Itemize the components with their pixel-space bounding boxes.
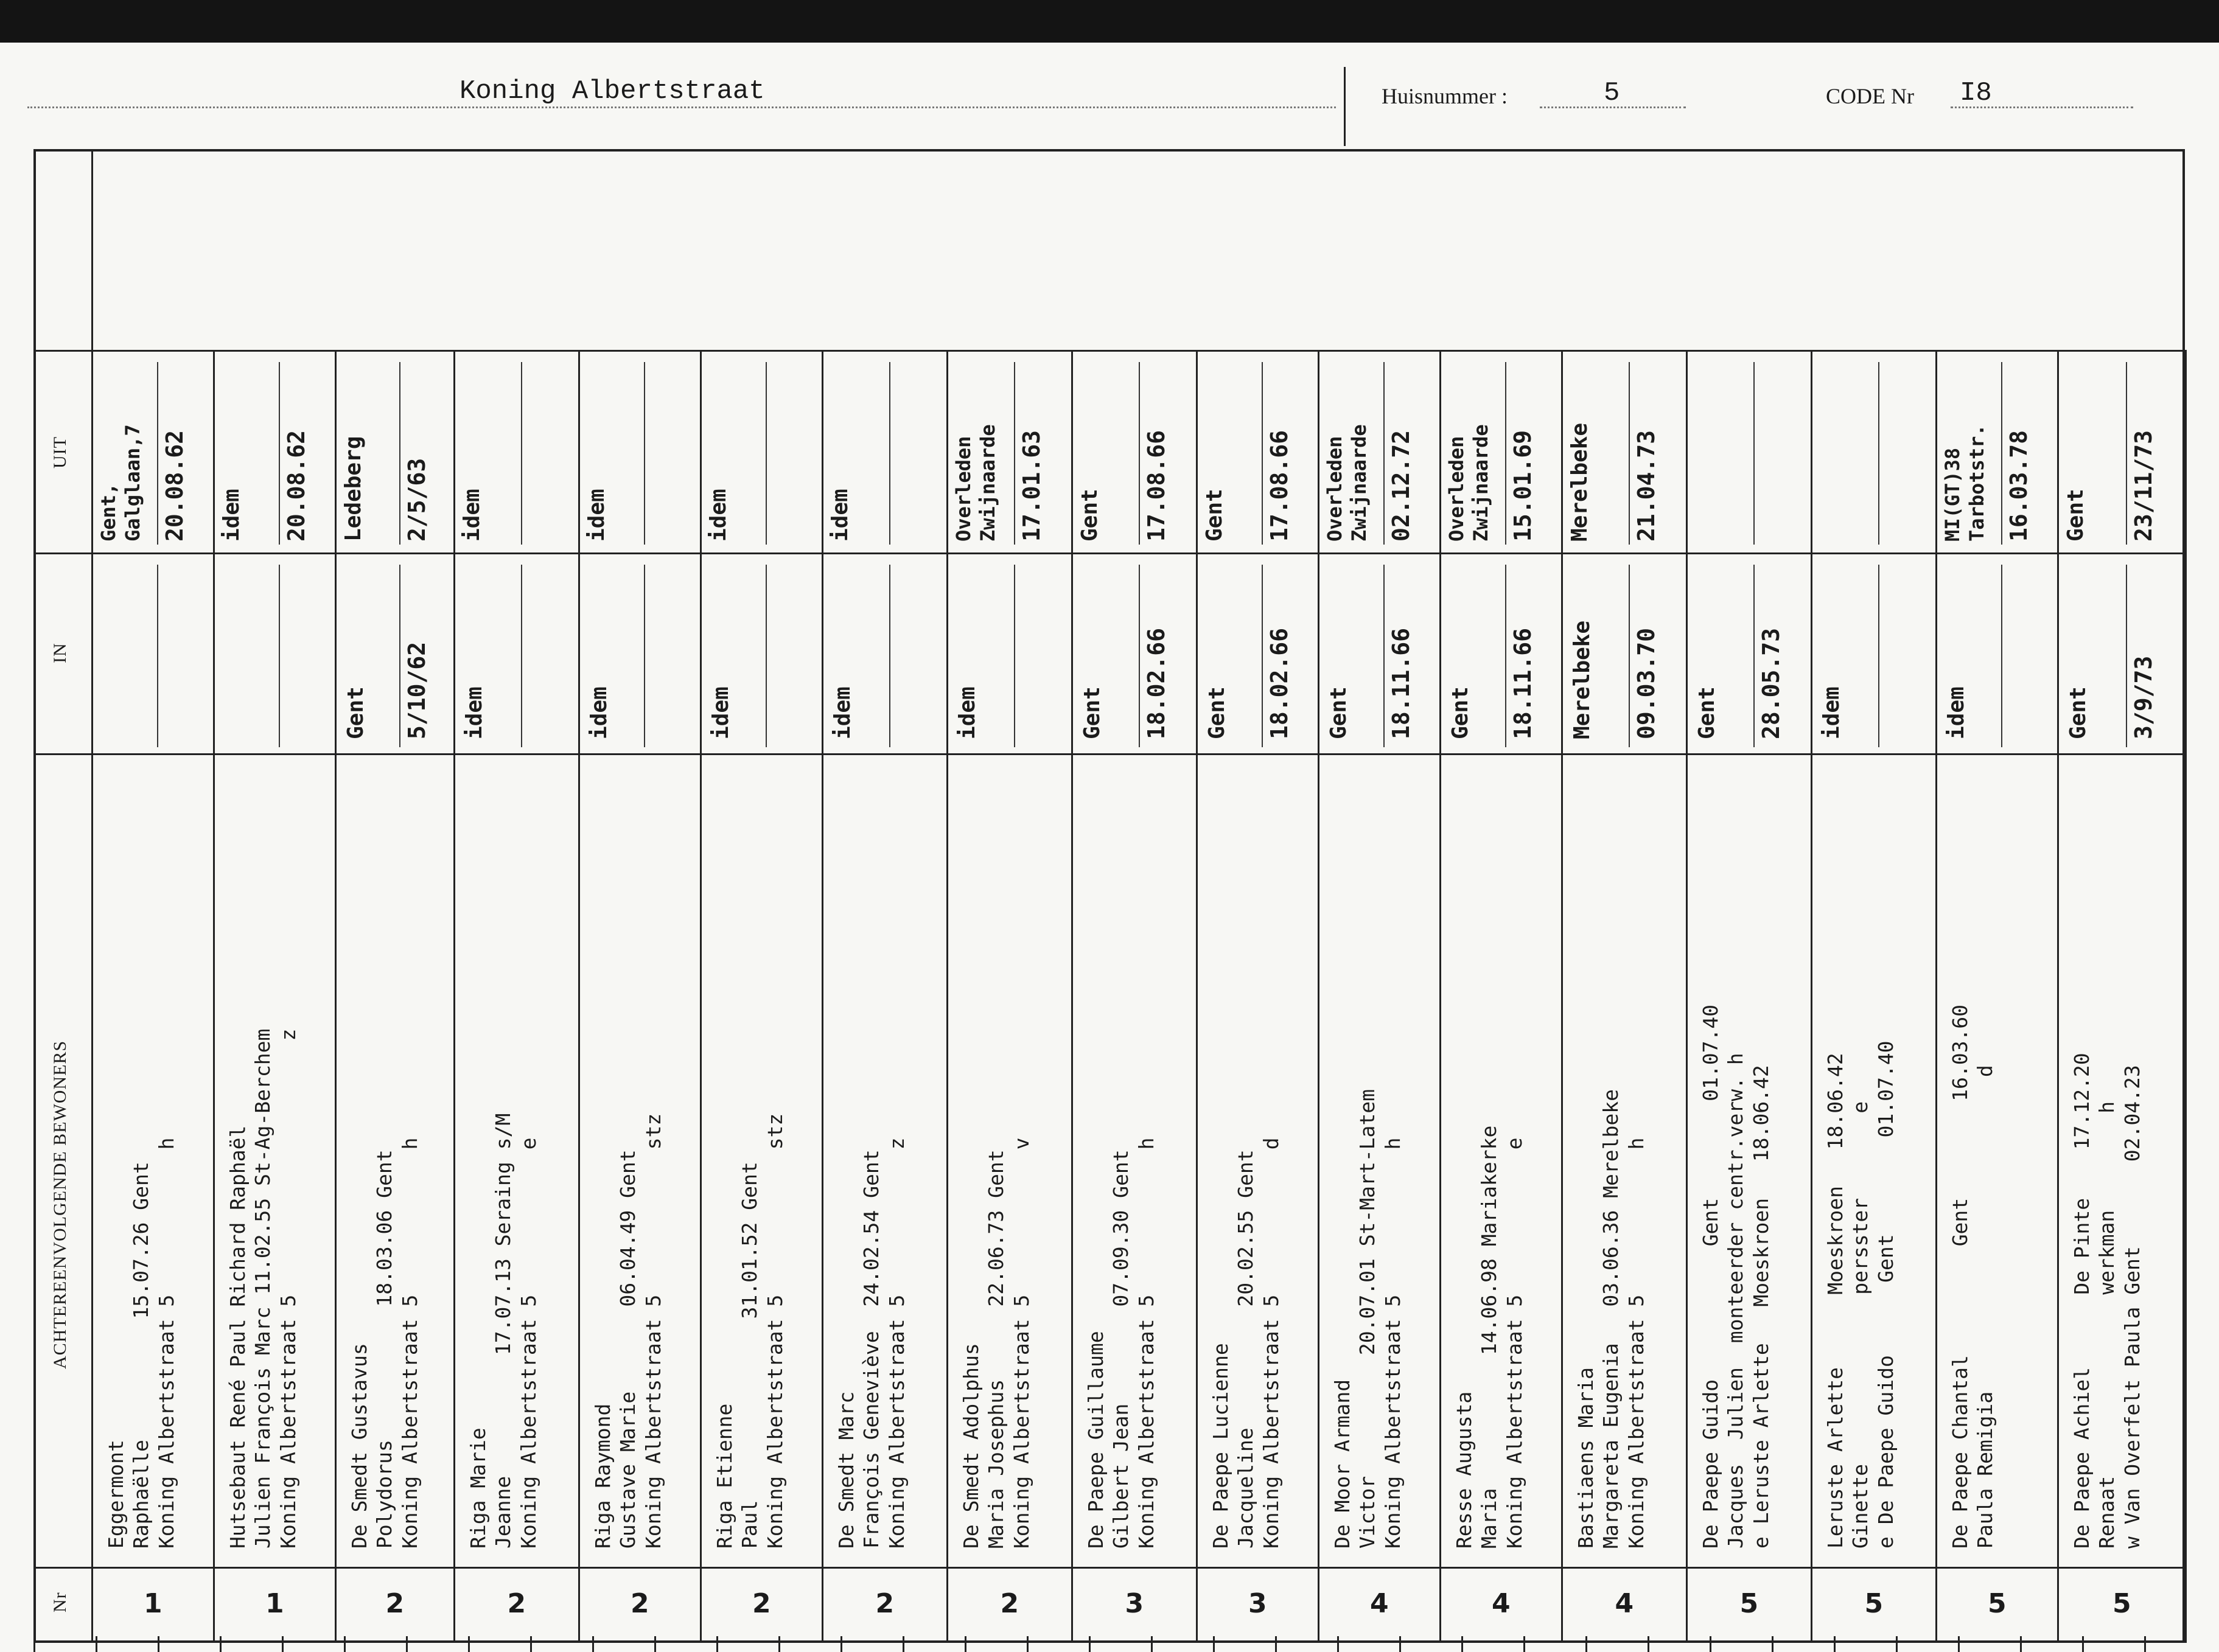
column-label-in: IN	[50, 643, 70, 663]
bottom-tick	[1275, 1636, 1277, 1652]
resident-entry: De Smedt Marc François Geneviève 24.02.54 Gent Koning Albertstraat 5 z	[834, 1137, 909, 1549]
in-subdivider	[279, 565, 280, 747]
bottom-tick	[1648, 1636, 1649, 1652]
row-number: 2	[1000, 1588, 1019, 1619]
in-place: idem	[462, 686, 487, 739]
column-label-nr: Nr	[50, 1592, 70, 1612]
row-number: 5	[1864, 1588, 1884, 1619]
uit-subdivider	[1014, 362, 1015, 545]
row-separator	[2057, 350, 2059, 1643]
bottom-tick	[1958, 1636, 1960, 1652]
in-place: Gent	[1204, 686, 1229, 739]
bottom-tick	[33, 1636, 35, 1652]
resident-entry: Eggermont Raphaëlle 15.07.26 Gent Koning Albertstraat 5 h	[104, 1137, 178, 1549]
uit-date: 20.08.62	[283, 430, 310, 542]
in-place: idem	[830, 686, 855, 739]
uit-subdivider	[399, 362, 400, 545]
resident-entry: Riga Raymond Gustave Marie 06.04.49 Gent Koning Albertstraat 5 stz	[591, 1113, 665, 1549]
bottom-tick	[1523, 1636, 1525, 1652]
bottom-tick	[592, 1636, 594, 1652]
bottom-tick	[220, 1636, 222, 1652]
row-number: 2	[875, 1588, 895, 1619]
bottom-tick	[1151, 1636, 1153, 1652]
street-dotline	[27, 106, 1336, 108]
bottom-tick	[654, 1636, 656, 1652]
row-number: 2	[631, 1588, 649, 1619]
huisnummer-value: 5	[1604, 78, 1620, 108]
uit-date: 20.08.62	[161, 430, 188, 542]
uit-subdivider	[2001, 362, 2002, 545]
bottom-tick	[1089, 1636, 1091, 1652]
in-subdivider	[1878, 565, 1879, 747]
bottom-tick	[1710, 1636, 1711, 1652]
in-subdivider	[2001, 565, 2002, 747]
in-place: idem	[587, 686, 612, 739]
row-separator	[1686, 350, 1688, 1643]
resident-entry: De Paepe Achiel De Pinte 17.12.20 Renaat werkman h w Van Overfelt Paula Gent 02.04.23	[2070, 1053, 2144, 1549]
bottom-tick	[1213, 1636, 1215, 1652]
resident-entry: Riga Etienne Paul 31.01.52 Gent Koning Albertstraat 5 stz	[713, 1113, 787, 1549]
in-place: Merelbeke	[1570, 620, 1595, 739]
resident-entry: De Smedt Gustavus Polydorus 18.03.06 Gent Koning Albertstraat 5 h	[348, 1137, 422, 1549]
in-subdivider	[889, 565, 890, 747]
row-separator	[822, 350, 823, 1643]
in-place: idem	[955, 686, 980, 739]
resident-entry: Hutsebaut René Paul Richard Raphaël Julien François Marc 11.02.55 St-Ag-Berchem Koning Albertstraat 5 z	[226, 1028, 300, 1549]
row-separator	[1561, 350, 1563, 1643]
in-subdivider	[644, 565, 645, 747]
in-place: idem	[1819, 686, 1844, 739]
uit-date: 2/5/63	[403, 458, 430, 542]
row-separator	[335, 350, 337, 1643]
header-divider	[1344, 67, 1346, 146]
resident-entry: De Moor Armand Victor 20.07.01 St-Mart-Latem Koning Albertstraat 5 h	[1330, 1089, 1405, 1549]
in-subdivider	[157, 565, 158, 747]
row-number: 4	[1492, 1588, 1511, 1619]
row-separator	[946, 350, 948, 1643]
uit-date: 17.08.66	[1142, 430, 1170, 542]
row-number: 4	[1370, 1588, 1389, 1619]
in-subdivider	[1383, 565, 1385, 747]
resident-entry: De Smedt Adolphus Maria Josephus 22.06.73 Gent Koning Albertstraat 5 v	[959, 1137, 1033, 1549]
uit-date: 21.04.73	[1632, 430, 1660, 542]
in-subdivider	[1505, 565, 1506, 747]
in-date: 18.02.66	[1266, 627, 1293, 739]
in-place: Gent	[1694, 686, 1719, 739]
resident-entry: Bastiaens Maria Margareta Eugenia 03.06.36 Merelbeke Koning Albertstraat 5 h	[1574, 1089, 1648, 1549]
bottom-tick	[1772, 1636, 1773, 1652]
row-separator	[2185, 350, 2187, 1643]
in-place: Gent	[2066, 686, 2091, 739]
bottom-tick	[468, 1636, 470, 1652]
in-subdivider	[766, 565, 767, 747]
in-place: idem	[1944, 686, 1969, 739]
bottom-tick	[778, 1636, 780, 1652]
uit-place: Gent	[1077, 489, 1102, 542]
bottom-tick	[1585, 1636, 1587, 1652]
uit-place: idem	[219, 489, 244, 542]
bottom-tick	[282, 1636, 284, 1652]
row-separator	[1439, 350, 1441, 1643]
in-subdivider	[521, 565, 522, 747]
in-place: Gent	[1326, 686, 1351, 739]
resident-entry: De Paepe Guido Gent 01.07.40 Jacques Julien monteerder centr.verw. h e Leruste Arlette Moeskroen 18.06.42	[1699, 1004, 1773, 1549]
bottom-tick	[158, 1636, 159, 1652]
row-number: 3	[1125, 1588, 1144, 1619]
top-scan-border	[0, 0, 2219, 43]
bottom-tick	[2144, 1636, 2146, 1652]
uit-date: 15.01.69	[1509, 430, 1536, 542]
code-value: I8	[1960, 78, 1992, 108]
row-number: 2	[385, 1588, 405, 1619]
row-separator	[1196, 350, 1198, 1643]
huisnummer-label: Huisnummer :	[1382, 84, 1508, 108]
in-subdivider	[1014, 565, 1015, 747]
row-separator	[1935, 350, 1937, 1643]
bottom-tick	[1461, 1636, 1463, 1652]
column-separator	[33, 350, 2185, 352]
resident-entry: Riga Marie Jeanne 17.07.13 Seraing s/M Koning Albertstraat 5 e	[466, 1113, 540, 1549]
uit-subdivider	[1505, 362, 1506, 545]
bottom-tick	[965, 1636, 966, 1652]
uit-date: 23/11/73	[2130, 430, 2157, 542]
uit-place: Ledeberg	[341, 436, 366, 542]
in-subdivider	[1139, 565, 1140, 747]
uit-place: idem	[584, 489, 609, 542]
uit-subdivider	[279, 362, 280, 545]
row-number: 2	[752, 1588, 771, 1619]
uit-subdivider	[1629, 362, 1630, 545]
bottom-tick	[1027, 1636, 1029, 1652]
bottom-tick	[96, 1636, 97, 1652]
uit-place: MI(GT)38 Tarbotstr.	[1941, 424, 1988, 542]
in-place: idem	[708, 686, 733, 739]
in-date: 5/10/62	[403, 641, 430, 739]
bottom-tick	[2082, 1636, 2084, 1652]
uit-place: Gent	[2063, 489, 2088, 542]
in-subdivider	[1262, 565, 1263, 747]
in-place: Gent	[1448, 686, 1473, 739]
bottom-tick	[344, 1636, 346, 1652]
uit-subdivider	[521, 362, 522, 545]
uit-subdivider	[644, 362, 645, 545]
uit-place: idem	[828, 489, 853, 542]
bottom-tick	[1896, 1636, 1898, 1652]
column-separator	[33, 753, 2185, 755]
uit-subdivider	[1753, 362, 1755, 545]
in-date: 09.03.70	[1632, 627, 1660, 739]
in-place: Gent	[343, 686, 368, 739]
in-date: 28.05.73	[1757, 627, 1784, 739]
resident-entry: De Paepe Chantal Gent 16.03.60 Paula Remigia d	[1948, 1004, 1997, 1549]
row-separator	[700, 350, 702, 1643]
bottom-tick	[1399, 1636, 1401, 1652]
uit-place: Overleden Zwijnaarde	[1323, 424, 1371, 542]
row-number: 1	[144, 1588, 162, 1619]
uit-subdivider	[1139, 362, 1140, 545]
row-separator	[1811, 350, 1812, 1643]
in-place: Gent	[1080, 686, 1105, 739]
column-separator	[33, 1567, 2185, 1569]
code-label: CODE Nr	[1826, 84, 1914, 108]
row-separator	[453, 350, 455, 1643]
street-name: Koning Albertstraat	[460, 76, 765, 106]
row-number: 5	[1988, 1588, 2007, 1619]
resident-entry: De Paepe Guillaume Gilbert Jean 07.09.30 Gent Koning Albertstraat 5 h	[1084, 1137, 1158, 1549]
row-number: 5	[1739, 1588, 1759, 1619]
column-label-uit: UIT	[50, 436, 70, 469]
label-column-separator	[91, 149, 93, 1643]
huisnummer-dotline	[1540, 106, 1686, 108]
uit-place: Overleden Zwijnaarde	[952, 424, 999, 542]
uit-place: Overleden Zwijnaarde	[1445, 424, 1492, 542]
row-number: 5	[2112, 1588, 2131, 1619]
bottom-tick	[1337, 1636, 1339, 1652]
in-subdivider	[399, 565, 400, 747]
uit-place: idem	[460, 489, 484, 542]
in-date: 3/9/73	[2130, 655, 2157, 739]
column-label-bewoners: ACHTEREENVOLGENDE BEWONERS	[50, 1040, 70, 1369]
resident-entry: Leruste Arlette Moeskroen 18.06.42 Ginette persster e e De Paepe Guido Gent 01.07.40	[1823, 1040, 1898, 1549]
bottom-tick	[530, 1636, 532, 1652]
in-subdivider	[1629, 565, 1630, 747]
row-separator	[1071, 350, 1073, 1643]
row-separator	[578, 350, 580, 1643]
uit-place: Gent, Galglaan,7	[97, 424, 144, 542]
uit-date: 17.01.63	[1018, 430, 1045, 542]
bottom-tick	[903, 1636, 904, 1652]
bottom-tick	[716, 1636, 718, 1652]
bottom-tick	[840, 1636, 842, 1652]
code-dotline	[1951, 106, 2133, 108]
uit-date: 02.12.72	[1388, 430, 1414, 542]
row-number: 4	[1615, 1588, 1634, 1619]
column-separator	[33, 552, 2185, 554]
uit-subdivider	[889, 362, 890, 545]
bottom-tick	[1834, 1636, 1836, 1652]
in-subdivider	[2126, 565, 2127, 747]
uit-subdivider	[1383, 362, 1385, 545]
uit-subdivider	[2126, 362, 2127, 545]
uit-place: Merelbeke	[1567, 422, 1592, 542]
row-number: 1	[265, 1588, 284, 1619]
uit-subdivider	[157, 362, 158, 545]
uit-place: Gent	[1202, 489, 1227, 542]
row-separator	[213, 350, 215, 1643]
in-subdivider	[1753, 565, 1755, 747]
resident-entry: Resse Augusta Maria 14.06.98 Mariakerke Koning Albertstraat 5 e	[1452, 1125, 1526, 1549]
bottom-tick	[2020, 1636, 2022, 1652]
uit-subdivider	[1878, 362, 1879, 545]
row-number: 2	[507, 1588, 526, 1619]
row-separator	[1318, 350, 1319, 1643]
in-date: 18.02.66	[1142, 627, 1170, 739]
uit-place: idem	[706, 489, 731, 542]
row-number: 3	[1248, 1588, 1267, 1619]
uit-date: 17.08.66	[1266, 430, 1293, 542]
in-date: 18.11.66	[1509, 627, 1536, 739]
in-date: 18.11.66	[1388, 627, 1414, 739]
bottom-tick	[406, 1636, 408, 1652]
uit-date: 16.03.78	[2005, 430, 2032, 542]
uit-subdivider	[1262, 362, 1263, 545]
resident-entry: De Paepe Lucienne Jacqueline 20.02.55 Gent Koning Albertstraat 5 d	[1209, 1137, 1283, 1549]
uit-subdivider	[766, 362, 767, 545]
